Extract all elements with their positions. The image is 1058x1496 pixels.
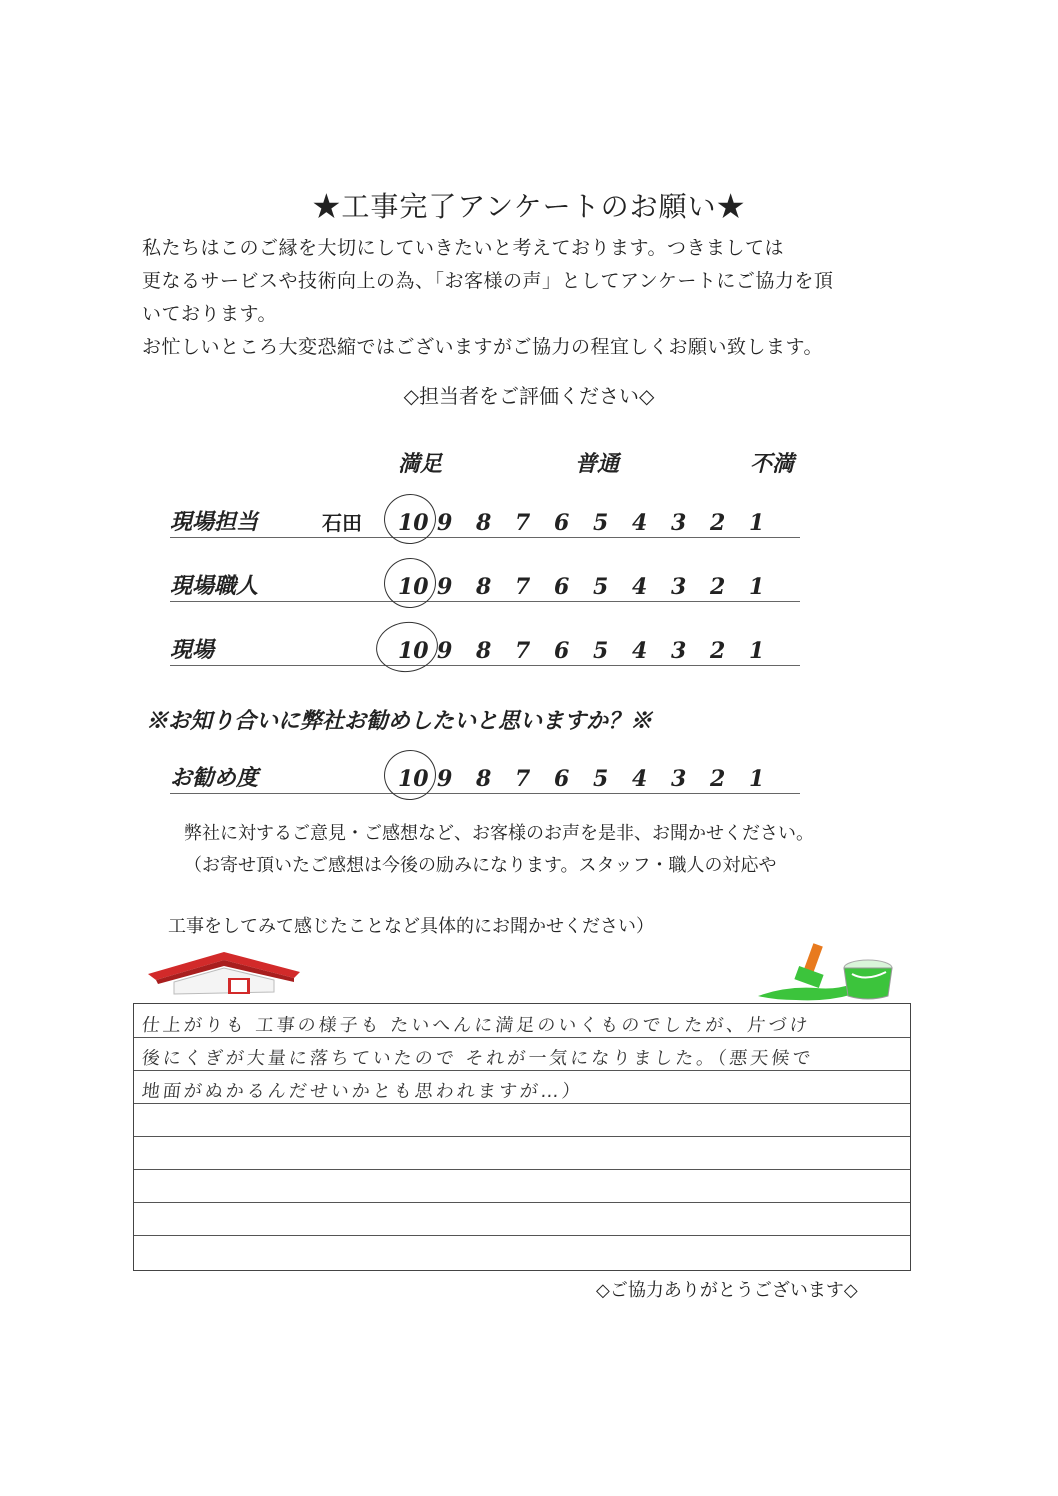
score-option[interactable]: 10	[398, 638, 429, 664]
score-option[interactable]: 5	[593, 638, 609, 664]
intro-line: 私たちはこのご縁を大切にしていきたいと考えております。つきましては	[142, 237, 784, 259]
ruled-line	[134, 1037, 910, 1038]
score-option[interactable]: 9	[437, 638, 453, 664]
rating-label: 現場職人	[170, 573, 259, 599]
score-option[interactable]: 8	[476, 574, 492, 600]
score-option[interactable]: 7	[515, 766, 531, 792]
recommend-question: ※お知り合いに弊社お勧めしたいと思いますか？※	[146, 708, 653, 734]
score-option[interactable]: 5	[593, 766, 609, 792]
row-underline	[170, 601, 800, 602]
row-underline	[170, 665, 800, 666]
score-option[interactable]: 9	[437, 510, 453, 536]
score-option[interactable]: 4	[632, 574, 648, 600]
ruled-line	[134, 1136, 910, 1137]
request-line: 工事をしてみて感じたことなど具体的にお聞かせください）	[168, 916, 654, 937]
score-option[interactable]: 9	[437, 766, 453, 792]
score-option[interactable]: 1	[749, 574, 765, 600]
row-underline	[170, 793, 800, 794]
score-option[interactable]: 6	[554, 574, 570, 600]
row-underline	[170, 537, 800, 538]
score-option[interactable]: 8	[476, 638, 492, 664]
score-option[interactable]: 1	[749, 638, 765, 664]
rating-row-site-manager	[170, 502, 800, 538]
rating-heading: ◇担当者をご評価ください◇	[403, 384, 655, 408]
ruled-line	[134, 1070, 910, 1071]
score-option[interactable]: 2	[710, 766, 726, 792]
ruled-line	[134, 1169, 910, 1170]
scale-label-dissatisfied: 不満	[750, 451, 795, 477]
score-option[interactable]: 4	[632, 510, 648, 536]
score-option[interactable]: 6	[554, 638, 570, 664]
rating-row-recommend	[170, 758, 800, 794]
rating-row-site	[170, 630, 800, 666]
score-option[interactable]: 9	[437, 574, 453, 600]
score-option[interactable]: 8	[476, 510, 492, 536]
score-option[interactable]: 8	[476, 766, 492, 792]
score-option[interactable]: 3	[671, 766, 687, 792]
ruled-line	[134, 1235, 910, 1236]
score-option[interactable]: 2	[710, 638, 726, 664]
score-option[interactable]: 10	[398, 510, 429, 536]
score-option[interactable]: 6	[554, 510, 570, 536]
score-option[interactable]: 3	[671, 638, 687, 664]
request-line: 弊社に対するご意見・ご感想など、お客様のお声を是非、お聞かせください。	[184, 823, 814, 844]
rating-label: 現場担当	[170, 509, 259, 535]
score-option[interactable]: 3	[671, 574, 687, 600]
ruled-line	[134, 1103, 910, 1104]
score-option[interactable]: 4	[632, 638, 648, 664]
score-option[interactable]: 2	[710, 510, 726, 536]
handwritten-comment-line: 地面がぬかるんだせいかとも思われますが…）	[140, 1081, 584, 1102]
score-option[interactable]: 1	[749, 766, 765, 792]
intro-line: 更なるサービスや技術向上の為、「お客様の声」としてアンケートにご協力を頂	[142, 270, 834, 292]
score-option[interactable]: 1	[749, 510, 765, 536]
score-option[interactable]: 10	[398, 574, 429, 600]
score-option[interactable]: 4	[632, 766, 648, 792]
comment-box[interactable]	[133, 1003, 911, 1271]
house-roof-icon	[144, 948, 304, 1000]
rating-row-craftsman	[170, 566, 800, 602]
ruled-line	[134, 1202, 910, 1203]
score-scale	[398, 638, 788, 664]
score-option[interactable]: 5	[593, 574, 609, 600]
score-option[interactable]: 7	[515, 510, 531, 536]
thanks-message: ◇ご協力ありがとうございます◇	[596, 1280, 858, 1301]
staff-name: 石田	[322, 511, 362, 535]
score-scale	[398, 766, 788, 792]
handwritten-comment-line: 後にくぎが大量に落ちていたので それが一気になりました。（悪天候で	[140, 1048, 815, 1069]
score-option[interactable]: 5	[593, 510, 609, 536]
score-option[interactable]: 3	[671, 510, 687, 536]
intro-line: お忙しいところ大変恐縮ではございますがご協力の程宜しくお願い致します。	[142, 336, 823, 358]
score-option[interactable]: 2	[710, 574, 726, 600]
scale-label-satisfied: 満足	[398, 451, 443, 477]
handwritten-comment-line: 仕上がりも 工事の様子も たいへんに満足のいくものでしたが、片づけ	[140, 1015, 812, 1036]
score-scale	[398, 510, 788, 536]
comment-request	[184, 818, 814, 882]
survey-title: ★工事完了アンケートのお願い★	[312, 190, 746, 223]
score-option[interactable]: 7	[515, 574, 531, 600]
rating-label: 現場	[170, 637, 215, 663]
intro-line: いております。	[142, 303, 277, 325]
request-line: （お寄せ頂いたご感想は今後の励みになります。スタッフ・職人の対応や	[184, 855, 777, 876]
intro-text	[142, 232, 922, 364]
paint-bucket-icon	[756, 938, 896, 1004]
scale-label-neutral: 普通	[575, 451, 620, 477]
score-scale	[398, 574, 788, 600]
score-option[interactable]: 7	[515, 638, 531, 664]
rating-label: お勧め度	[170, 765, 259, 791]
score-option[interactable]: 6	[554, 766, 570, 792]
score-option[interactable]: 10	[398, 766, 429, 792]
